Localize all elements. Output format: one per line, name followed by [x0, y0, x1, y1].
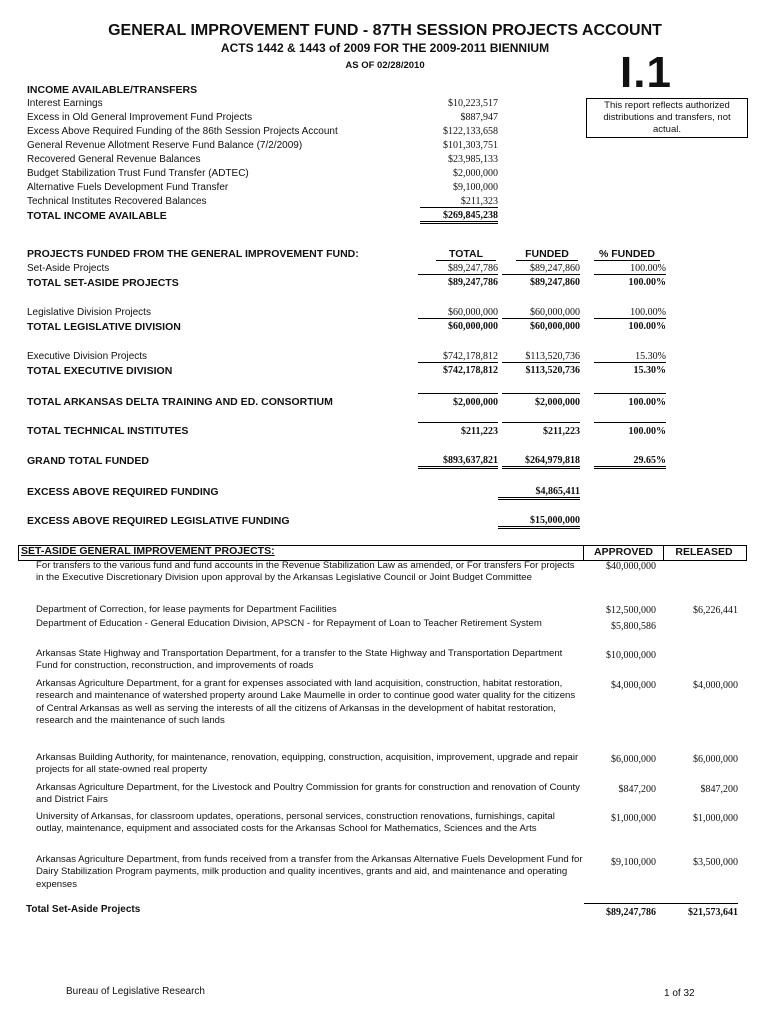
income-row-value: $122,133,658	[443, 126, 498, 137]
col-funded-header: FUNDED	[516, 248, 578, 261]
report-code: I.1	[620, 48, 672, 97]
table-row-desc: Arkansas Building Authority, for maintenance, renovation, equipping, construction, acquisition, improvement, upgrade and repair projects for all state-owned real property	[36, 752, 579, 776]
setaside-table-total-released: $21,573,641	[688, 907, 738, 918]
excess-legislative-label: EXCESS ABOVE REQUIRED LEGISLATIVE FUNDING	[27, 515, 290, 527]
table-row-approved: $12,500,000	[606, 605, 656, 616]
income-row-label: General Revenue Allotment Reserve Fund Balance (7/2/2009)	[27, 140, 303, 151]
tech-label: TOTAL TECHNICAL INSTITUTES	[27, 425, 189, 437]
setaside-total-total: $89,247,786	[448, 277, 498, 288]
exec-total-total: $742,178,812	[443, 365, 498, 376]
income-row-label: Budget Stabilization Trust Fund Transfer (ADTEC)	[27, 168, 249, 179]
setaside-table-total-label: Total Set-Aside Projects	[26, 904, 141, 915]
report-acts: ACTS 1442 & 1443 of 2009 FOR THE 2009-2011 BIENNIUM	[220, 41, 550, 55]
table-row-desc: Department of Correction, for lease payments for Department Facilities	[36, 604, 337, 615]
leg-funded: $60,000,000	[502, 307, 580, 319]
excess-legislative-value: $15,000,000	[498, 515, 580, 529]
income-heading: INCOME AVAILABLE/TRANSFERS	[27, 84, 198, 96]
income-row-value: $23,985,133	[448, 154, 498, 165]
table-row-desc: Arkansas Agriculture Department, for the Livestock and Poultry Commission for grants for construction and renovation of County and District Fairs	[36, 782, 580, 806]
income-row-label: Alternative Fuels Development Fund Transfer	[27, 182, 229, 193]
leg-total-total: $60,000,000	[448, 321, 498, 332]
leg-total-funded: $60,000,000	[530, 321, 580, 332]
grand-label: GRAND TOTAL FUNDED	[27, 455, 149, 467]
leg-label: Legislative Division Projects	[27, 307, 151, 318]
tech-funded: $211,223	[502, 422, 580, 437]
exec-total-pct: 15.30%	[633, 365, 666, 376]
delta-funded: $2,000,000	[502, 393, 580, 408]
grand-pct: 29.65%	[594, 455, 666, 469]
leg-total: $60,000,000	[418, 307, 498, 319]
table-row-released: $4,000,000	[693, 680, 738, 691]
excess-required-label: EXCESS ABOVE REQUIRED FUNDING	[27, 486, 219, 498]
exec-pct: 15.30%	[594, 351, 666, 363]
table-row-desc: Department of Education - General Education Division, APSCN - for Repayment of Loan to Teacher Retirement System	[36, 618, 542, 629]
setaside-total-pct: 100.00%	[628, 277, 666, 288]
table-row-released: $847,200	[700, 784, 738, 795]
table-row-approved: $847,200	[618, 784, 656, 795]
income-row-label: Technical Institutes Recovered Balances	[27, 196, 207, 207]
leg-total-pct: 100.00%	[628, 321, 666, 332]
total-rule	[584, 903, 738, 904]
income-row-label: Recovered General Revenue Balances	[27, 154, 201, 165]
report-as-of: AS OF 02/28/2010	[345, 60, 425, 71]
page-number: 1 of 32	[664, 988, 695, 999]
tech-total: $211,223	[418, 422, 498, 437]
setaside-table-heading: SET-ASIDE GENERAL IMPROVEMENT PROJECTS:	[21, 545, 275, 557]
income-total-value: $269,845,238	[420, 210, 498, 224]
delta-pct: 100.00%	[594, 393, 666, 408]
projects-heading: PROJECTS FUNDED FROM THE GENERAL IMPROVEMENT FUND:	[27, 248, 359, 260]
income-total-label: TOTAL INCOME AVAILABLE	[27, 210, 167, 222]
table-row-desc: For transfers to the various fund and fund accounts in the Revenue Stabilization Law as amended, or For transfers For projects in the Executive Discretionary Division upon approval by the Arkansas Legislative Council or Joint Budget Committee	[36, 560, 575, 584]
col-total-header: TOTAL	[436, 248, 496, 261]
table-row-approved: $40,000,000	[606, 561, 656, 572]
report-note: This report reflects authorized distributions and transfers, not actual.	[586, 98, 748, 138]
income-row-value: $211,323	[420, 196, 498, 208]
table-row-approved: $9,100,000	[611, 857, 656, 868]
income-row-value: $887,947	[460, 112, 498, 123]
col-pct-header: % FUNDED	[594, 248, 660, 261]
exec-label: Executive Division Projects	[27, 351, 148, 362]
tech-pct: 100.00%	[594, 422, 666, 437]
setaside-total-label: TOTAL SET-ASIDE PROJECTS	[27, 277, 179, 289]
col-approved-header: APPROVED	[594, 546, 653, 558]
income-row-value: $2,000,000	[453, 168, 498, 179]
exec-funded: $113,520,736	[502, 351, 580, 363]
delta-label: TOTAL ARKANSAS DELTA TRAINING AND ED. CONSORTIUM	[27, 396, 333, 408]
excess-required-value: $4,865,411	[498, 486, 580, 500]
income-row-value: $101,303,751	[443, 140, 498, 151]
setaside-funded: $89,247,860	[502, 263, 580, 275]
setaside-total-funded: $89,247,860	[530, 277, 580, 288]
table-row-desc: Arkansas State Highway and Transportation Department, for a transfer to the State Highway and Transportation Department Fund for construction, reconstruction, and improvements of roads	[36, 648, 563, 672]
exec-total-funded: $113,520,736	[525, 365, 580, 376]
table-row-approved: $6,000,000	[611, 754, 656, 765]
table-row-approved: $10,000,000	[606, 650, 656, 661]
setaside-pct: 100.00%	[594, 263, 666, 275]
exec-total-label: TOTAL EXECUTIVE DIVISION	[27, 365, 173, 377]
income-row-label: Excess Above Required Funding of the 86th Session Projects Account	[27, 126, 338, 137]
table-row-desc: Arkansas Agriculture Department, from funds received from a transfer from the Arkansas Alternative Fuels Development Fund for Dairy Stabilization Program payments, milk production and quality incentives, grants and aid, and maintenance and operating expenses	[36, 854, 583, 890]
table-row-approved: $5,800,586	[611, 621, 656, 632]
income-row-label: Excess in Old General Improvement Fund Projects	[27, 112, 253, 123]
grand-total: $893,637,821	[418, 455, 498, 469]
footer-left: Bureau of Legislative Research	[66, 986, 205, 997]
income-row-value: $10,223,517	[448, 98, 498, 109]
income-row-value: $9,100,000	[453, 182, 498, 193]
delta-total: $2,000,000	[418, 393, 498, 408]
exec-total: $742,178,812	[418, 351, 498, 363]
col-released-header: RELEASED	[675, 546, 733, 558]
leg-pct: 100.00%	[594, 307, 666, 319]
table-row-released: $6,226,441	[693, 605, 738, 616]
table-row-released: $1,000,000	[693, 813, 738, 824]
table-row-approved: $1,000,000	[611, 813, 656, 824]
report-title: GENERAL IMPROVEMENT FUND - 87TH SESSION PROJECTS ACCOUNT	[108, 22, 662, 39]
income-row-label: Interest Earnings	[27, 98, 103, 109]
table-row-released: $3,500,000	[693, 857, 738, 868]
setaside-table-total-approved: $89,247,786	[606, 907, 656, 918]
leg-total-label: TOTAL LEGISLATIVE DIVISION	[27, 321, 181, 333]
table-row-desc: Arkansas Agriculture Department, for a grant for expenses associated with land acquisition, construction, habitat restoration, research and maintenance of watershed property around Lake Maumelle in order to continue good water quality for the citizens of Central Arkansas as well as serving the interests of all the citizens of Arkansas in the development of habitat restoration, research and the maintenance of such lands	[36, 678, 576, 727]
setaside-total: $89,247,786	[418, 263, 498, 275]
table-row-desc: University of Arkansas, for classroom updates, operations, personal services, construction renovations, furnishings, capital outlay, maintenance, equipment and associated costs for the Arkansas School for Mathematics, Sciences and the Arts	[36, 811, 555, 835]
grand-funded: $264,979,818	[502, 455, 580, 469]
setaside-label: Set-Aside Projects	[27, 263, 110, 274]
table-row-released: $6,000,000	[693, 754, 738, 765]
table-row-approved: $4,000,000	[611, 680, 656, 691]
